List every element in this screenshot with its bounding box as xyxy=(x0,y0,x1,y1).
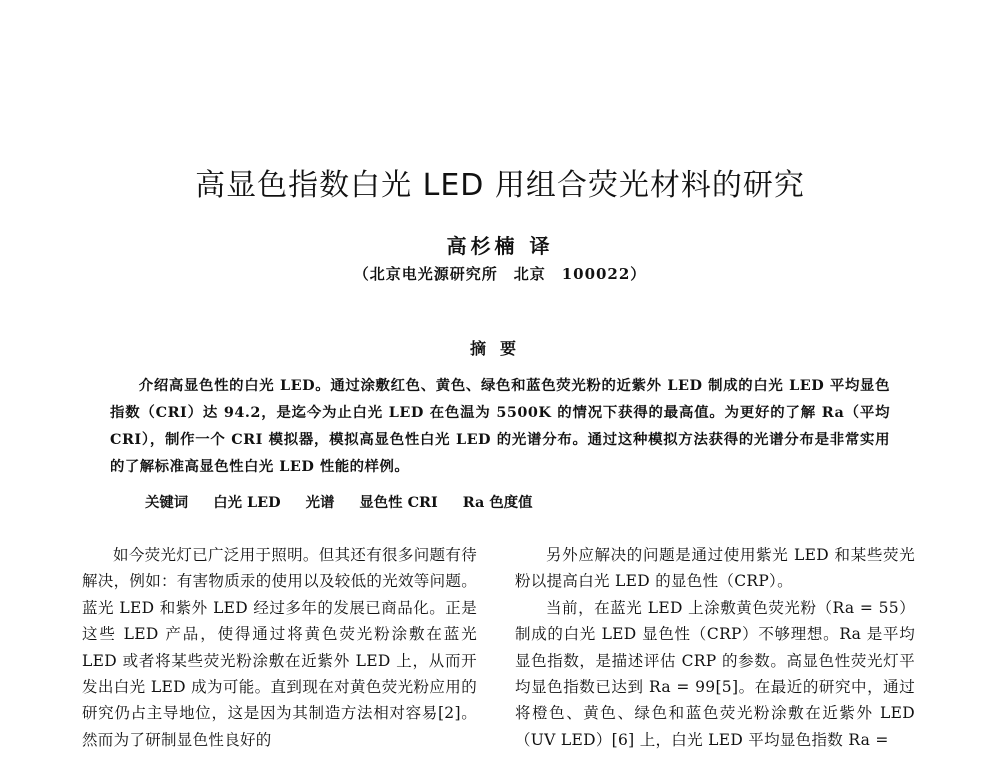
keyword-item: 光谱 xyxy=(305,494,335,511)
keyword-item: Ra 色度值 xyxy=(462,494,533,511)
author-line: 高杉楠 译 xyxy=(446,234,554,258)
affiliation-line: （北京电光源研究所 北京 100022） xyxy=(353,265,647,283)
body-paragraph: 如今荧光灯已广泛用于照明。但其还有很多问题有待解决，例如：有害物质汞的使用以及较低的光效等问题。蓝光 LED 和紫外 LED 经过多年的发展已商品化。正是这些 LED 产品，使得通过将黄色荧光粉涂敷在蓝光 LED 或者将某些荧光粉涂敷在近紫外 LED 上，从而开发出白光 LED 成为可能。直到现在对黄色荧光粉应用的研究仍占主导地位，这是因为其制造方法相对容易[2]。然而为了研制显色性良好的 xyxy=(82,546,478,749)
body-column-left xyxy=(82,542,477,753)
body-paragraph: 当前，在蓝光 LED 上涂敷黄色荧光粉（Ra = 55）制成的白光 LED 显色性（CRP）不够理想。Ra 是平均显色指数，是描述评估 CRP 的参数。高显色性荧光灯平均显色指数已达到 Ra = 99[5]。在最近的研究中，通过将橙色、黄色、绿色和蓝色荧光粉涂敷在近紫外 LED（UV LED）[6] 上，白光 LED 平均显色指数 Ra = xyxy=(515,598,915,749)
keywords-label: 关键词 xyxy=(145,494,189,511)
keyword-item: 显色性 CRI xyxy=(359,494,438,511)
abstract-text: 介绍高显色性的白光 LED。通过涂敷红色、黄色、绿色和蓝色荧光粉的近紫外 LED 制成的白光 LED 平均显色指数（CRI）达 94.2，是迄今为止白光 LED 在色温为 5500K 的情况下获得的最高值。为更好的了解 Ra（平均 CRI），制作一个 CRI 模拟器，模拟高显色性白光 LED 的光谱分布。通过这种模拟方法获得的光谱分布是非常实用的了解标准高显色性白光 LED 性能的样例。 xyxy=(110,377,890,475)
abstract-heading: 摘要 xyxy=(469,339,530,358)
paper-title: 高显色指数白光 LED 用组合荧光材料的研究 xyxy=(195,168,805,203)
body-column-right xyxy=(515,542,915,753)
keywords-line xyxy=(145,489,905,516)
keyword-item: 白光 LED xyxy=(213,494,281,511)
body-paragraph: 另外应解决的问题是通过使用紫光 LED 和某些荧光粉以提高白光 LED 的显色性（CRP）。 xyxy=(515,546,915,591)
